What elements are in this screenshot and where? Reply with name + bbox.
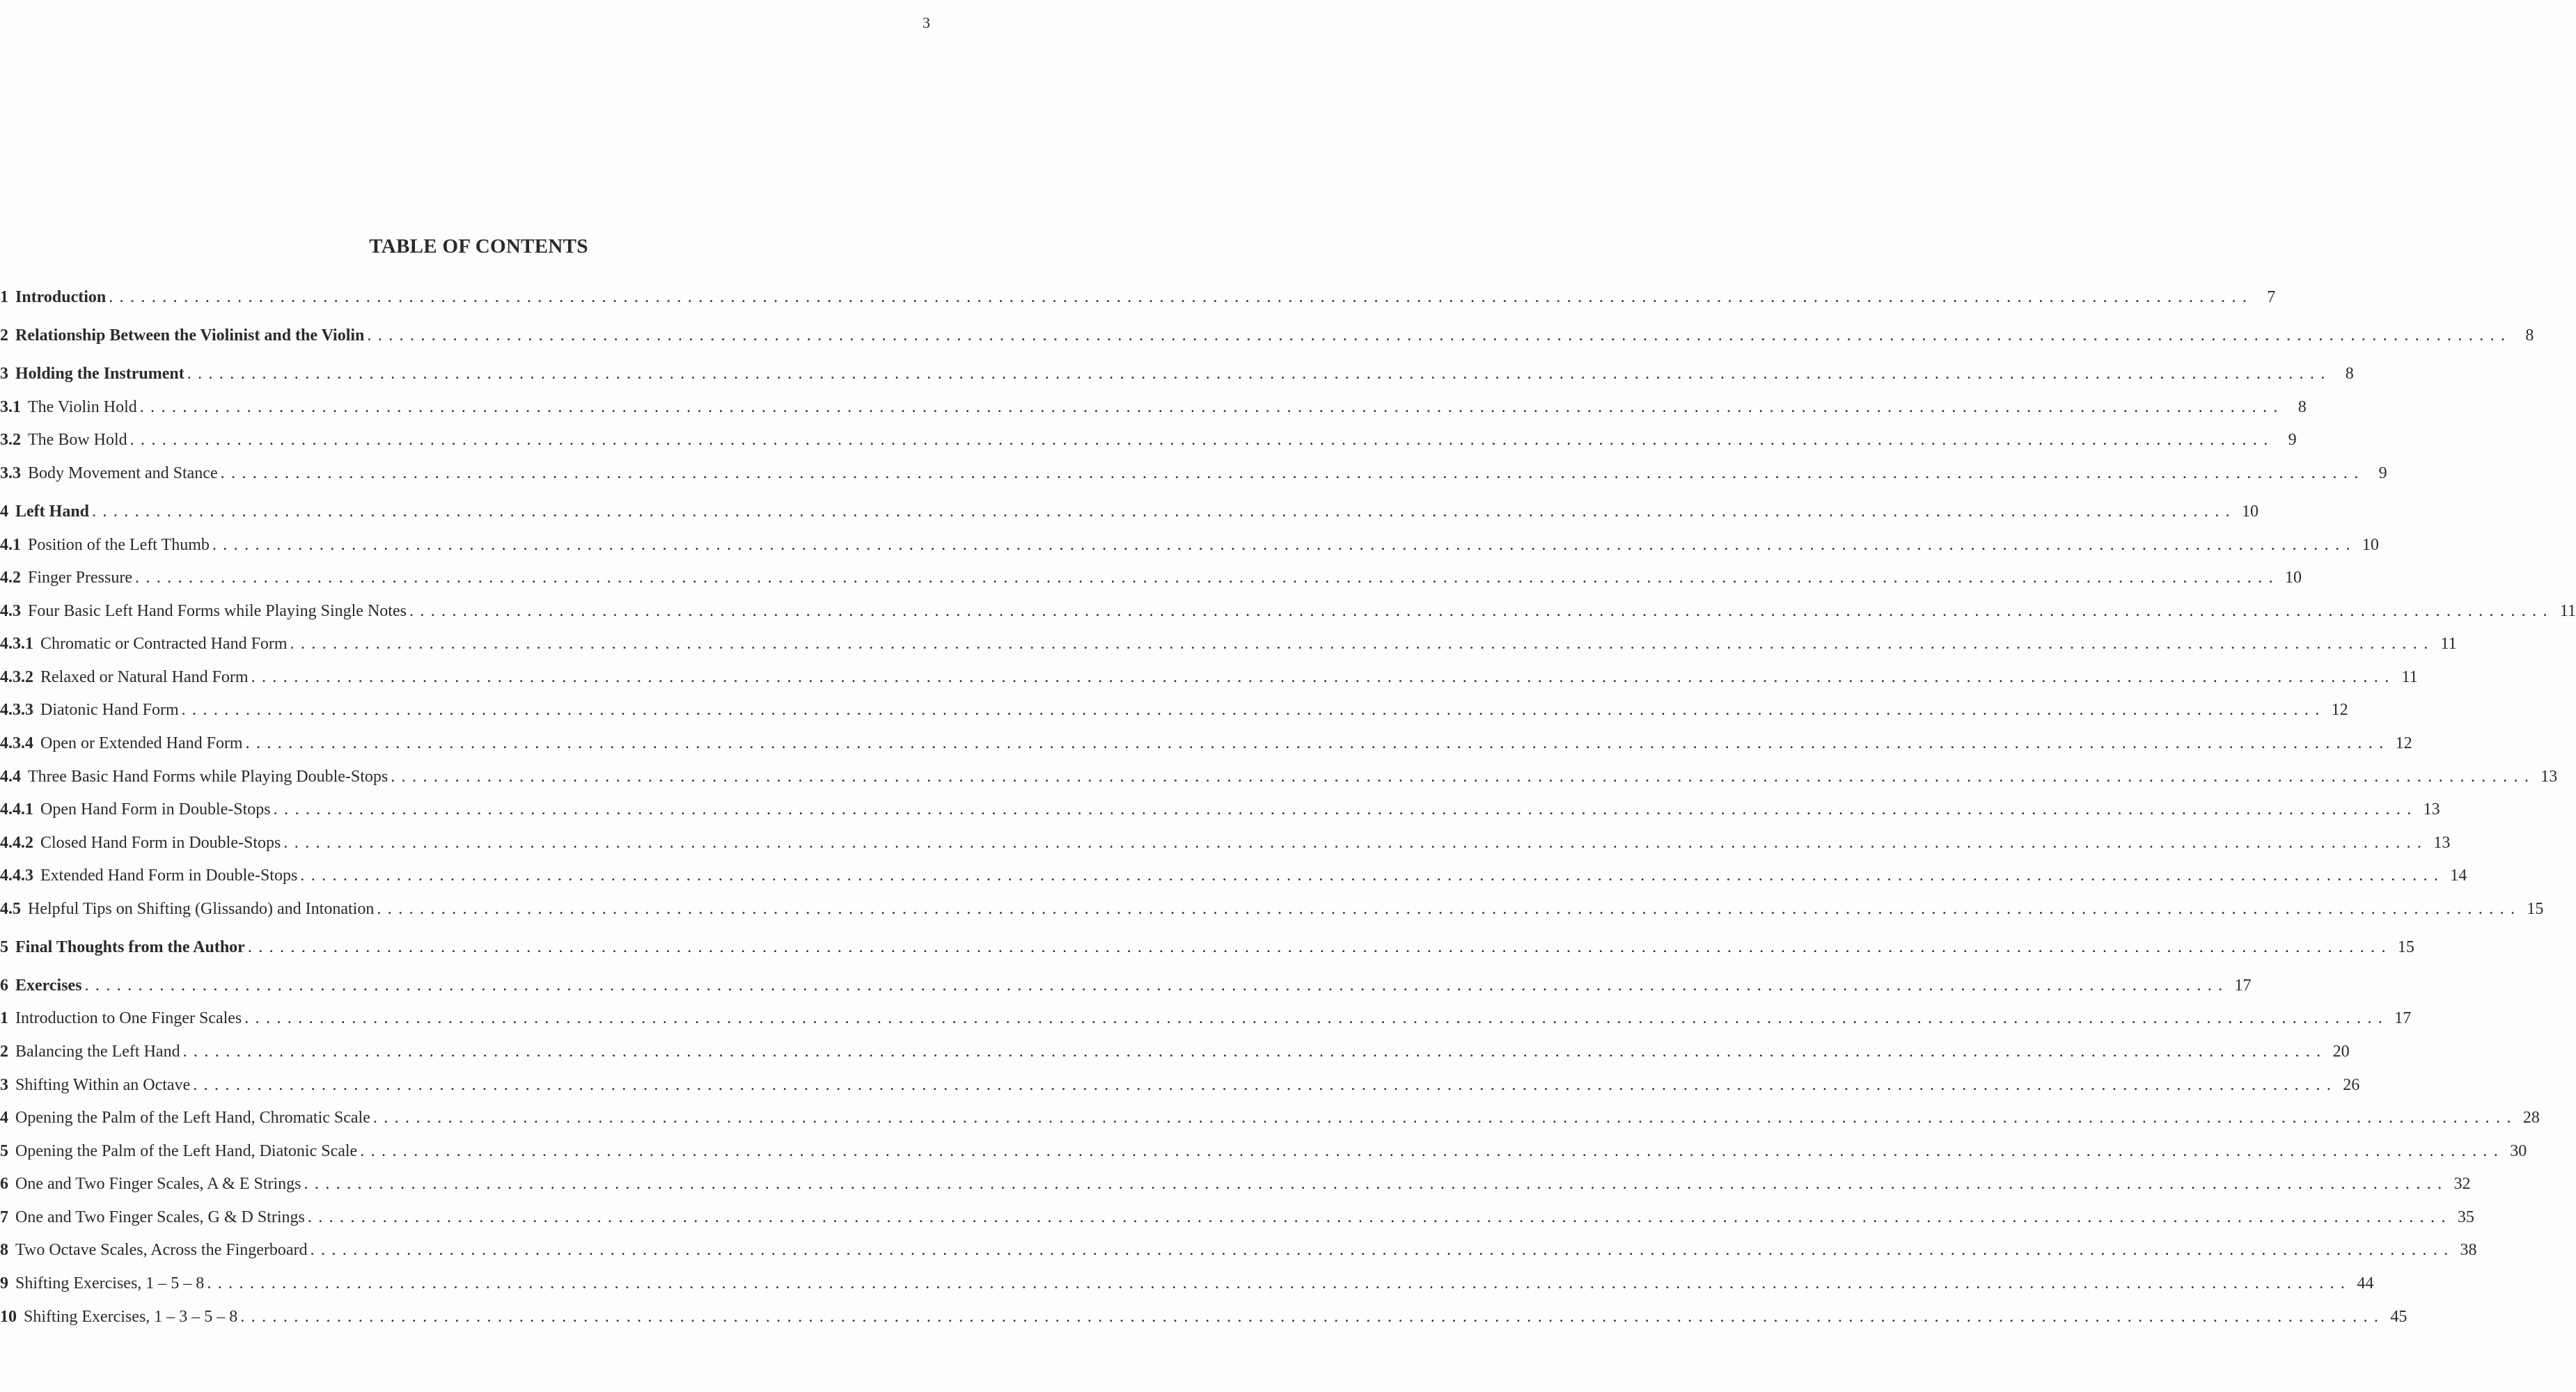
toc-entry-page: 32 (2453, 1175, 2471, 1193)
toc-title: TABLE OF CONTENTS (369, 235, 588, 258)
toc-entry-label: Open Hand Form in Double-Stops (40, 800, 271, 818)
toc-leader-dots: ........................................................................................................................................................................................................ (182, 1043, 2327, 1061)
toc-entry-label: Body Movement and Stance (28, 464, 218, 482)
toc-entry-number: 4 (0, 1109, 8, 1127)
toc-entry (0, 935, 2414, 959)
toc-entry-page: 9 (2378, 464, 2387, 482)
toc-leader-dots: ........................................................................................................................................................................................................ (304, 1175, 2449, 1193)
toc-entry-label: Opening the Palm of the Left Hand, Chromatic Scale (15, 1109, 370, 1127)
toc-entry-number: 4.3.3 (0, 701, 33, 719)
toc-entry (0, 533, 2379, 557)
toc-entry-label: One and Two Finger Scales, G & D Strings (15, 1208, 305, 1226)
toc-leader-dots: ........................................................................................................................................................................................................ (181, 701, 2326, 719)
toc-entry-number: 4.4.2 (0, 834, 33, 852)
toc-entry-page: 20 (2332, 1043, 2350, 1061)
toc-leader-dots: ........................................................................................................................................................................................................ (134, 569, 2279, 587)
toc-entry-page: 8 (2525, 326, 2534, 345)
toc-leader-dots: ........................................................................................................................................................................................................ (247, 938, 2392, 956)
toc-leader-dots: ........................................................................................................................................................................................................ (307, 1208, 2452, 1226)
toc-leader-dots: ........................................................................................................................................................................................................ (212, 536, 2357, 554)
toc-entry-page: 28 (2522, 1109, 2540, 1127)
toc-entry (0, 798, 2440, 821)
page-number: 3 (922, 14, 930, 31)
toc-entry-label: Finger Pressure (28, 569, 132, 587)
toc-entry-number: 4.5 (0, 900, 21, 918)
toc-entry-number: 2 (0, 1043, 8, 1061)
toc-entry-page: 38 (2460, 1241, 2477, 1259)
toc-entry-page: 13 (2423, 800, 2440, 818)
toc-entry-label: Shifting Within an Octave (15, 1076, 191, 1094)
toc-leader-dots: ........................................................................................................................................................................................................ (244, 1009, 2389, 1027)
toc-entry (0, 665, 2418, 689)
toc-entry-page: 44 (2357, 1274, 2374, 1292)
toc-leader-dots: ........................................................................................................................................................................................................ (310, 1241, 2455, 1259)
toc-entry-label: Relationship Between the Violinist and the Violin (15, 326, 365, 345)
toc-entry-page: 10 (2362, 536, 2379, 554)
toc-entry-label: Helpful Tips on Shifting (Glissando) and Intonation (28, 900, 375, 918)
toc-entry-page: 35 (2457, 1208, 2474, 1226)
toc-entry-number: 8 (0, 1241, 8, 1259)
toc-entry (0, 974, 2252, 997)
toc-leader-dots: ........................................................................................................................................................................................................ (240, 1308, 2385, 1326)
toc-entry (0, 362, 2354, 386)
toc-entry-number: 6 (0, 976, 8, 995)
toc-entry-number: 4.4.3 (0, 867, 33, 885)
toc-entry-label: One and Two Finger Scales, A & E Strings (15, 1175, 301, 1193)
toc-entry (0, 285, 2276, 309)
toc-entry-label: Shifting Exercises, 1 – 3 – 5 – 8 (24, 1308, 238, 1326)
toc-leader-dots: ........................................................................................................................................................................................................ (84, 976, 2229, 995)
toc-leader-dots: ........................................................................................................................................................................................................ (207, 1274, 2352, 1292)
toc-leader-dots: ........................................................................................................................................................................................................ (251, 668, 2396, 686)
toc-entry-page: 12 (2395, 734, 2412, 752)
toc-entry-number: 4.2 (0, 569, 21, 587)
toc-entry-page: 13 (2433, 834, 2451, 852)
toc-entry-label: Balancing the Left Hand (15, 1043, 180, 1061)
toc-entry-number: 4.4.1 (0, 800, 33, 818)
toc-entry (0, 1139, 2527, 1163)
toc-leader-dots: ........................................................................................................................................................................................................ (283, 834, 2428, 852)
toc-leader-dots: ........................................................................................................................................................................................................ (139, 398, 2284, 416)
toc-entry-number: 4.3.1 (0, 635, 33, 653)
toc-leader-dots: ........................................................................................................................................................................................................ (187, 365, 2332, 383)
toc-entry-number: 7 (0, 1208, 8, 1226)
toc-entry-page: 9 (2288, 431, 2297, 449)
toc-entry (0, 428, 2297, 452)
toc-entry-page: 30 (2510, 1142, 2527, 1160)
toc-entry-number: 6 (0, 1175, 8, 1193)
toc-entry (0, 1238, 2477, 1262)
toc-entry (0, 1172, 2471, 1196)
toc-entry-page: 7 (2267, 288, 2276, 306)
toc-entry-number: 5 (0, 1142, 8, 1160)
toc-entry-number: 1 (0, 1009, 8, 1027)
toc-entry (0, 765, 2558, 789)
toc-entry-label: The Violin Hold (28, 398, 137, 416)
toc-entry-label: Four Basic Left Hand Forms while Playing Single Notes (28, 602, 407, 620)
toc-entry-page: 17 (2394, 1009, 2412, 1027)
toc-entry (0, 461, 2387, 485)
toc-entry (0, 1106, 2540, 1130)
toc-leader-dots: ........................................................................................................................................................................................................ (193, 1076, 2338, 1094)
toc-leader-dots: ........................................................................................................................................................................................................ (367, 326, 2512, 345)
toc-entry-number: 4 (0, 503, 8, 521)
toc-leader-dots: ........................................................................................................................................................................................................ (92, 503, 2237, 521)
toc-entry (0, 1073, 2360, 1097)
toc-entry (0, 599, 2576, 623)
toc-entry-label: Shifting Exercises, 1 – 5 – 8 (15, 1274, 205, 1292)
toc-entry-label: Relaxed or Natural Hand Form (40, 668, 249, 686)
toc-entry-page: 11 (2401, 668, 2418, 686)
toc-entry (0, 1305, 2408, 1329)
toc-leader-dots: ........................................................................................................................................................................................................ (360, 1142, 2505, 1160)
toc-entry-number: 1 (0, 288, 8, 306)
toc-entry-page: 15 (2527, 900, 2544, 918)
toc-entry (0, 395, 2307, 419)
toc-entry-number: 3.1 (0, 398, 21, 416)
toc-entry-number: 5 (0, 938, 8, 956)
toc-entry-label: Open or Extended Hand Form (40, 734, 243, 752)
toc-entry-number: 3 (0, 365, 8, 383)
toc-entry-label: Chromatic or Contracted Hand Form (40, 635, 288, 653)
toc-entry (0, 324, 2534, 347)
toc-entry (0, 1205, 2474, 1229)
toc-entry-number: 3 (0, 1076, 8, 1094)
toc-entry (0, 632, 2457, 656)
toc-entry-label: Final Thoughts from the Author (15, 938, 245, 956)
toc-entry-page: 17 (2234, 976, 2252, 995)
toc-entry-label: Position of the Left Thumb (28, 536, 210, 554)
toc-entry (0, 1006, 2412, 1030)
toc-entry-label: Exercises (15, 976, 82, 995)
toc-entry (0, 831, 2451, 855)
toc-entry-number: 3.2 (0, 431, 21, 449)
toc-entry-label: Left Hand (15, 503, 90, 521)
toc-entry-label: Opening the Palm of the Left Hand, Diatonic Scale (15, 1142, 358, 1160)
toc-leader-dots: ........................................................................................................................................................................................................ (377, 900, 2522, 918)
toc-entry-label: Holding the Instrument (15, 365, 184, 383)
toc-entry-number: 3.3 (0, 464, 21, 482)
toc-entry-page: 45 (2390, 1308, 2408, 1326)
toc-entry-page: 12 (2331, 701, 2348, 719)
toc-entry (0, 1040, 2350, 1063)
toc-entry-number: 4.1 (0, 536, 21, 554)
toc-leader-dots: ........................................................................................................................................................................................................ (245, 734, 2390, 752)
toc-leader-dots: ........................................................................................................................................................................................................ (409, 602, 2554, 620)
toc-entry-label: Closed Hand Form in Double-Stops (40, 834, 281, 852)
toc-leader-dots: ........................................................................................................................................................................................................ (372, 1109, 2518, 1127)
toc-entry-number: 4.3.2 (0, 668, 33, 686)
toc-entry-number: 4.3.4 (0, 734, 33, 752)
toc-entry-number: 2 (0, 326, 8, 345)
toc-entry-page: 26 (2343, 1076, 2360, 1094)
toc-entry-number: 10 (0, 1308, 17, 1326)
toc-entry-page: 10 (2284, 569, 2302, 587)
toc-leader-dots: ........................................................................................................................................................................................................ (300, 867, 2445, 885)
toc-entry (0, 566, 2302, 590)
toc-entry (0, 500, 2259, 523)
toc-entry (0, 864, 2467, 887)
toc-entry-page: 8 (2298, 398, 2307, 416)
toc-entry-page: 14 (2450, 867, 2467, 885)
toc-entry-label: Introduction (15, 288, 107, 306)
toc-entry (0, 698, 2348, 722)
toc-entry-page: 11 (2440, 635, 2457, 653)
toc-entry-label: The Bow Hold (28, 431, 127, 449)
toc-leader-dots: ........................................................................................................................................................................................................ (391, 768, 2536, 786)
toc-entry (0, 897, 2544, 921)
toc-entry (0, 731, 2412, 755)
toc-leader-dots: ........................................................................................................................................................................................................ (273, 800, 2418, 818)
toc-entry-number: 9 (0, 1274, 8, 1292)
toc-entry-page: 15 (2397, 938, 2414, 956)
toc-entry-page: 10 (2242, 503, 2259, 521)
toc-entry-label: Three Basic Hand Forms while Playing Double-Stops (28, 768, 388, 786)
toc-leader-dots: ........................................................................................................................................................................................................ (290, 635, 2435, 653)
toc-entry-label: Two Octave Scales, Across the Fingerboard (15, 1241, 308, 1259)
toc-entry-label: Extended Hand Form in Double-Stops (40, 867, 298, 885)
toc-leader-dots: ........................................................................................................................................................................................................ (220, 464, 2365, 482)
toc-entry-page: 8 (2345, 365, 2354, 383)
toc-entry (0, 1272, 2374, 1295)
toc-entry-page: 11 (2559, 602, 2576, 620)
toc-entry-page: 13 (2540, 768, 2558, 786)
toc-entry-number: 4.3 (0, 602, 21, 620)
toc-entry-number: 4.4 (0, 768, 21, 786)
toc-leader-dots: ........................................................................................................................................................................................................ (129, 431, 2275, 449)
toc-entry-label: Introduction to One Finger Scales (15, 1009, 242, 1027)
toc-entry-label: Diatonic Hand Form (40, 701, 179, 719)
toc-leader-dots: ........................................................................................................................................................................................................ (109, 288, 2254, 306)
